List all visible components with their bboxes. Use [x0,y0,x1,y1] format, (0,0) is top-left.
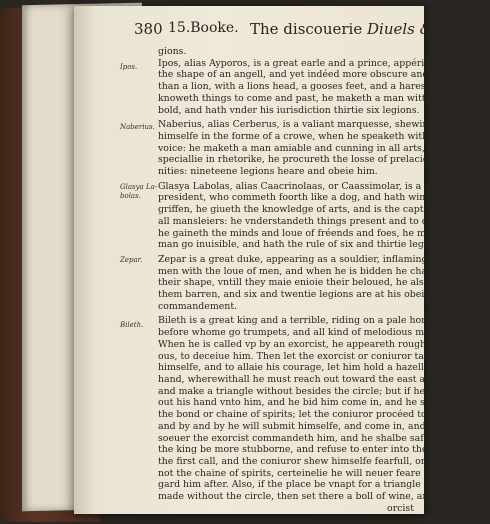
margin-note-bileth: Bileth. [120,321,144,329]
text-line: Bileth is a great king and a terrible, riding on a pale horsse, [158,315,444,327]
text-line: nities: nineteene legions heare and obeie him. [158,166,378,178]
text-line: griffen, he giueth the knowledge of arts, and is the captaine of [158,204,456,216]
text-line: Ipos, alias Ayporos, is a great earle and a prince, appéring in [158,57,449,69]
text-line: himselfe in the forme of a crowe, when he speaketh with a hoarse [158,130,472,142]
text-line: bold, and hath vnder his iurisdiction thirtie six legions. [158,104,420,116]
text-line: When he is called vp by an exorcist, he appeareth rough and furi- [158,338,470,350]
text-line: Naberius, alias Cerberus, is a valiant marquesse, shewing [158,119,435,131]
text-line: soeuer the exorcist commandeth him, and he shalbe safe. If Bileth [158,432,474,444]
book-label: 15.Booke. [168,20,239,36]
title-main: The discouerie [250,20,367,38]
text-line: made without the circle, then set there a boll of wine, and the ex- [158,491,470,503]
text-line: gions. [158,46,187,57]
text-line: himselfe, and to allaie his courage, let him hold a hazell bat in his [158,362,472,374]
text-line: and make a triangle without besides the circle; but if he hold not [158,385,468,397]
text-line: not the chaine of spirits, certeinelie he will neuer feare nor re- [158,467,456,479]
text-line: the king be more stubborne, and refuse to enter into the circle at [158,444,470,456]
text-line: commandement. [158,300,238,312]
text-line: knoweth things to come and past, he maketh a man wittie, and [158,92,458,104]
text-line: men with the loue of men, and when he is bidden he changeth [158,265,455,277]
text-line: the first call, and the coniuror shew himselfe fearfull, or if he haue [158,455,476,467]
margin-note-naberius: Naberius. [120,123,155,131]
margin-note-glasya: Glasya La-bolas. [120,183,158,200]
text-line: out his hand vnto him, and he bid him come in, and he still refuse [158,397,471,409]
title-italic: Diuels & spirits. [367,20,490,38]
page-number: 380 [134,20,163,38]
text-line: the shape of an angell, and yet indéed more obscure and filthie [158,69,459,81]
text-line: the bond or chaine of spirits; let the coniuror procéed to reading, [158,409,470,421]
text-line: them barren, and six and twentie legions are at his obeie and [158,289,451,301]
page-title [250,20,490,38]
text-line: voice: he maketh a man amiable and cunning in all arts, and [158,142,446,154]
text-line: speciallie in rhetorike, he procureth the losse of prelacies and dig- [158,154,475,166]
body-text [158,46,476,514]
text-line: Zepar is a great duke, appearing as a souldier, inflaming wo- [158,253,448,265]
text-line: hand, wherewithall he must reach out toward the east and south, [158,373,470,385]
margin-note-zepar: Zepar. [120,256,143,264]
text-line: president, who commeth foorth like a dog, and hath wings like a [158,192,465,204]
text-line: orcist [387,502,414,514]
text-line: man go inuisible, and hath the rule of six and thirtie legions. [158,239,447,251]
text-line: gard him after. Also, if the place be vnapt for a triangle to be [158,479,448,491]
running-header [134,20,490,44]
text-line: before whome go trumpets, and all kind of melodious musicke. [158,327,458,339]
text-line: ous, to deceiue him. Then let the exorcist or coniuror take héed to [158,350,474,362]
book-page [74,6,490,514]
text-line: than a lion, with a lions head, a gooses feet, and a hares taile: he [158,81,468,93]
margin-note-ipos: Ipos. [120,63,138,71]
text-line: their shape, vntill they maie enioie their beloued, he also maketh [158,277,468,289]
text-line: all mansleiers: he vnderstandeth things present and to come, [158,215,451,227]
text-line: and by and by he will submit himselfe, and come in, and do what- [158,420,470,432]
text-line: Glasya Labolas, alias Caacrinolaas, or Caassimolar, is a great [158,180,450,192]
text-line: he gaineth the minds and loue of fréends and foes, he maketh a [158,227,462,239]
